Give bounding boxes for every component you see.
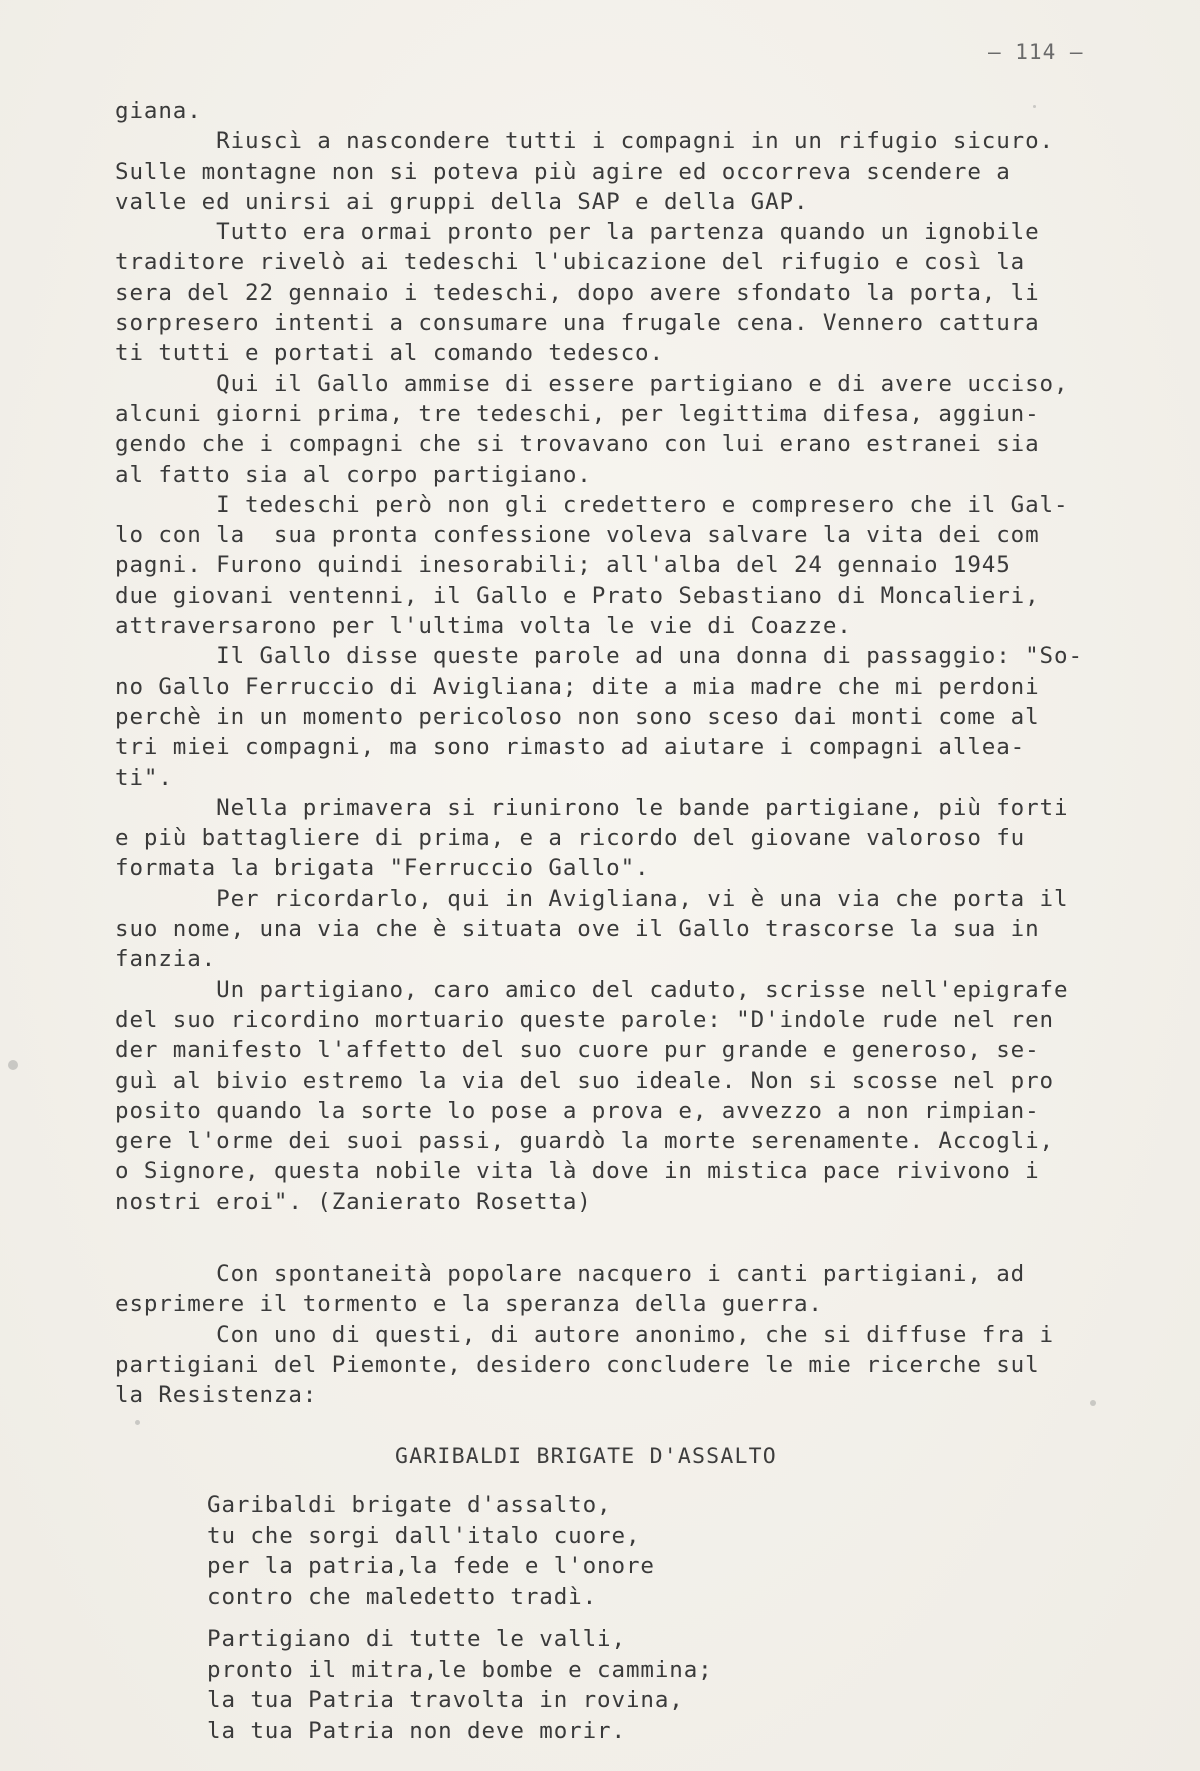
text-line: Per ricordarlo, qui in Avigliana, vi è una via che porta il <box>115 885 1069 912</box>
scan-speck <box>1033 105 1036 108</box>
page-number: – 114 – <box>988 40 1084 64</box>
text-line: formata la brigata "Ferruccio Gallo". <box>115 855 650 882</box>
scan-speck <box>8 1060 18 1070</box>
text-line: Tutto era ormai pronto per la partenza quando un ignobile <box>115 219 1040 246</box>
text-line: nostri eroi". (Zanierato Rosetta) <box>115 1188 592 1215</box>
text-line: alcuni giorni prima, tre tedeschi, per legittima difesa, aggiun- <box>115 400 1040 427</box>
body-text <box>115 96 1135 1410</box>
paragraph-gap <box>115 1217 1135 1259</box>
text-line: Nella primavera si riunirono le bande partigiane, più forti <box>115 794 1069 821</box>
poem-line: la tua Patria non deve morir. <box>207 1717 626 1744</box>
text-line: traditore rivelò ai tedeschi l'ubicazione del rifugio e così la <box>115 249 1026 276</box>
poem-title: GARIBALDI BRIGATE D'ASSALTO <box>395 1444 777 1469</box>
text-line: Con spontaneità popolare nacquero i canti partigiani, ad <box>115 1260 1026 1287</box>
text-line: sera del 22 gennaio i tedeschi, dopo avere sfondato la porta, li <box>115 279 1040 306</box>
text-line: giana. <box>115 98 202 124</box>
text-line: gere l'orme dei suoi passi, guardò la morte serenamente. Accogli, <box>115 1128 1054 1155</box>
text-line: Qui il Gallo ammise di essere partigiano e di avere ucciso, <box>115 370 1069 397</box>
text-line: Con uno di questi, di autore anonimo, che si diffuse fra i <box>115 1321 1054 1348</box>
text-line: del suo ricordino mortuario queste parole: "D'indole rude nel ren <box>115 1006 1054 1033</box>
text-line: attraversarono per l'ultima volta le vie di Coazze. <box>115 613 852 640</box>
text-line: tri miei compagni, ma sono rimasto ad aiutare i compagni allea- <box>115 734 1026 761</box>
text-line: ti". <box>115 764 173 791</box>
text-line: suo nome, una via che è situata ove il Gallo trascorse la sua in <box>115 916 1040 943</box>
poem-line: contro che maledetto tradì. <box>207 1583 598 1610</box>
text-line: o Signore, questa nobile vita là dove in mistica pace rivivono i <box>115 1158 1040 1185</box>
poem-line: tu che sorgi dall'italo cuore, <box>207 1522 641 1549</box>
text-line: al fatto sia al corpo partigiano. <box>115 461 592 488</box>
text-line: la Resistenza: <box>115 1382 318 1409</box>
text-line: valle ed unirsi ai gruppi della SAP e della GAP. <box>115 188 809 215</box>
text-line: esprimere il tormento e la speranza della guerra. <box>115 1291 823 1318</box>
poem-line: pronto il mitra,le bombe e cammina; <box>207 1656 713 1683</box>
scan-speck <box>135 1420 140 1425</box>
text-line: partigiani del Piemonte, desidero concludere le mie ricerche sul <box>115 1351 1040 1378</box>
text-line: posito quando la sorte lo pose a prova e, avvezzo a non rimpian- <box>115 1097 1040 1124</box>
text-line: fanzia. <box>115 946 217 973</box>
text-line: der manifesto l'affetto del suo cuore pur grande e generoso, se- <box>115 1037 1040 1064</box>
poem-line: per la patria,la fede e l'onore <box>207 1553 655 1579</box>
text-line: sorpresero intenti a consumare una frugale cena. Vennero cattura <box>115 310 1040 337</box>
scan-speck <box>1090 1400 1096 1406</box>
text-line: Un partigiano, caro amico del caduto, scrisse nell'epigrafe <box>115 976 1069 1003</box>
text-line: e più battagliere di prima, e a ricordo del giovane valoroso fu <box>115 825 1026 852</box>
text-line: gendo che i compagni che si trovavano con lui erano estranei sia <box>115 431 1040 458</box>
text-line: perchè in un momento pericoloso non sono sceso dai monti come al <box>115 703 1040 730</box>
text-line: Il Gallo disse queste parole ad una donna di passaggio: "So- <box>115 643 1083 670</box>
poem-line: Garibaldi brigate d'assalto, <box>207 1492 612 1518</box>
text-line: guì al bivio estremo la via del suo ideale. Non si scosse nel pro <box>115 1067 1054 1094</box>
text-line: Riuscì a nascondere tutti i compagni in un rifugio sicuro. <box>115 128 1054 155</box>
text-line: Sulle montagne non si poteva più agire ed occorreva scendere a <box>115 158 1011 185</box>
text-line: pagni. Furono quindi inesorabili; all'alba del 24 gennaio 1945 <box>115 552 1011 579</box>
text-line: I tedeschi però non gli credettero e compresero che il Gal- <box>115 491 1069 518</box>
text-line: no Gallo Ferruccio di Avigliana; dite a mia madre che mi perdoni <box>115 673 1040 700</box>
poem-stanza-1 <box>207 1490 1107 1612</box>
text-line: ti tutti e portati al comando tedesco. <box>115 340 664 367</box>
poem-line: Partigiano di tutte le valli, <box>207 1626 626 1652</box>
text-line: lo con la sua pronta confessione voleva salvare la vita dei com <box>115 522 1040 549</box>
poem-line: la tua Patria travolta in rovina, <box>207 1687 684 1713</box>
text-line: due giovani ventenni, il Gallo e Prato Sebastiano di Moncalieri, <box>115 582 1040 609</box>
poem-stanza-2 <box>207 1624 1107 1746</box>
